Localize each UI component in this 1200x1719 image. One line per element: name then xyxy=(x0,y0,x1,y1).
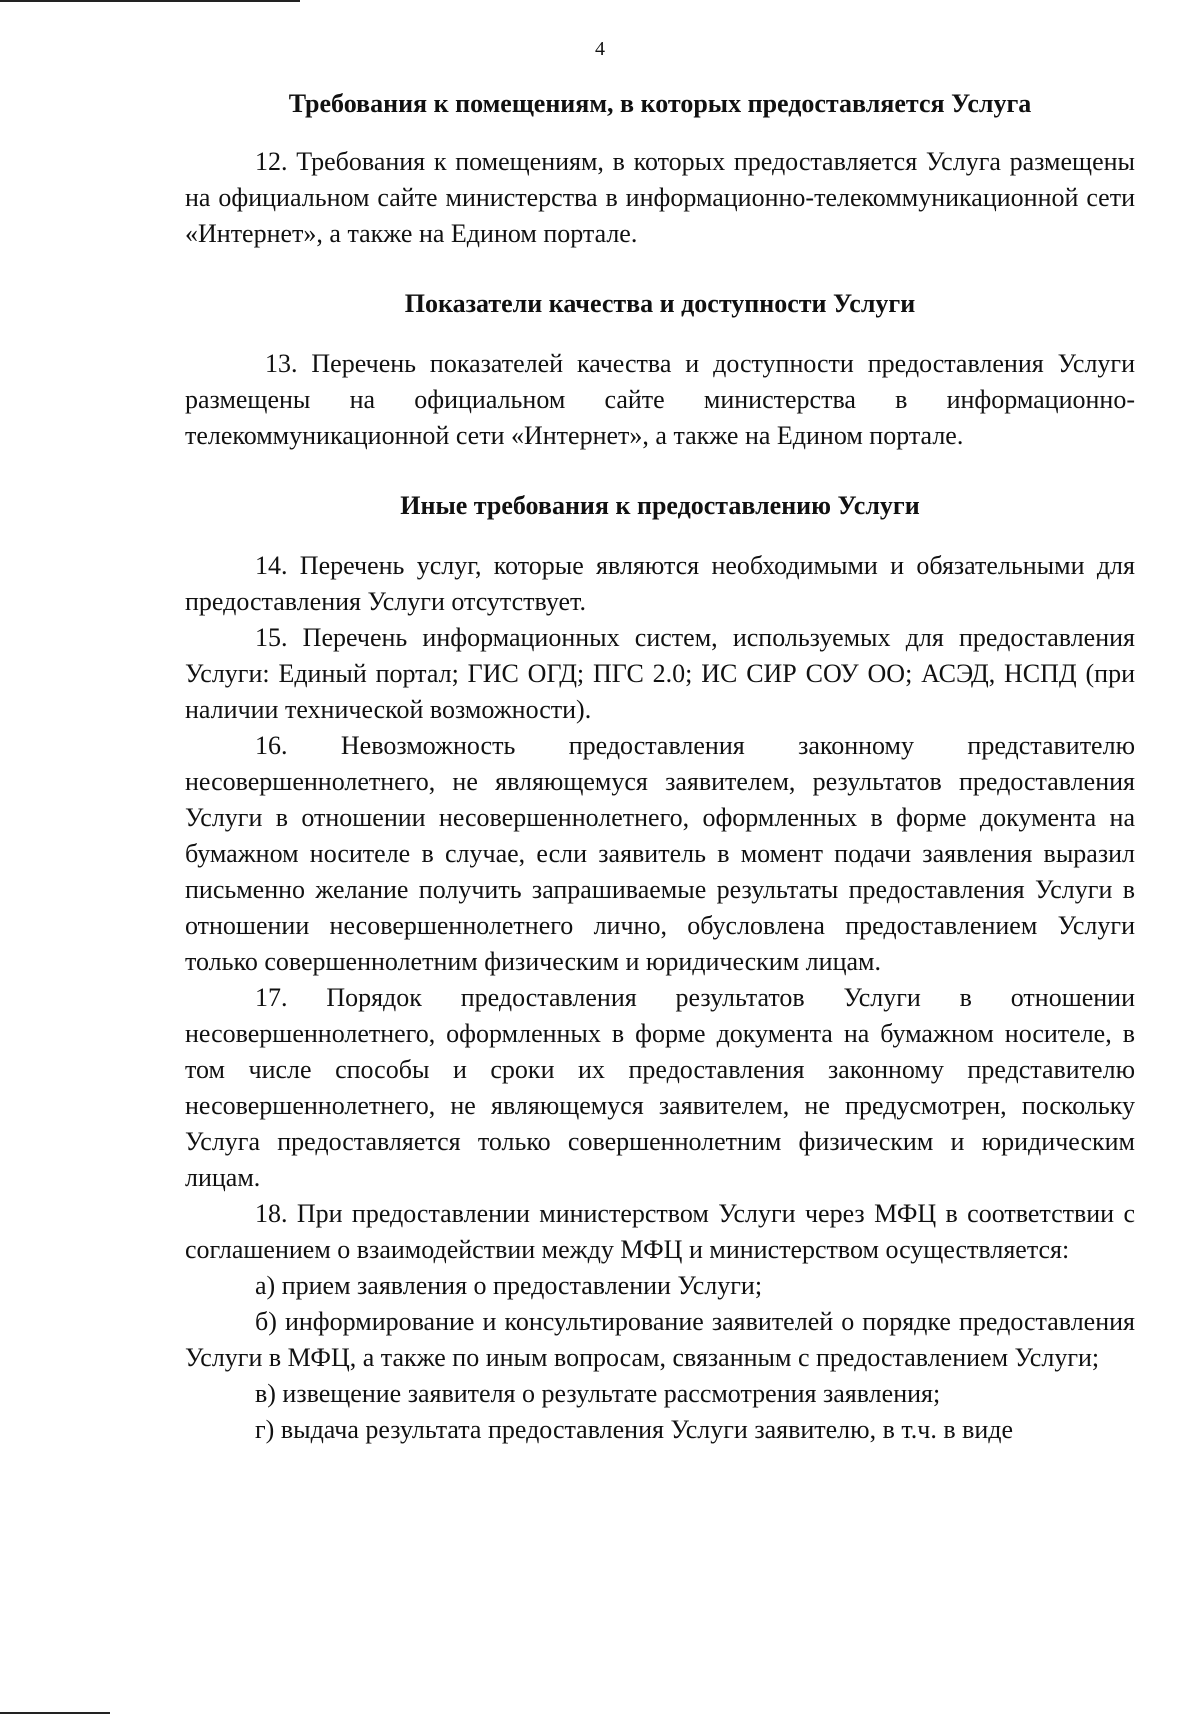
paragraph-18: 18. При предоставлении министерством Услуги через МФЦ в соответствии с соглашением о взаимодействии между МФЦ и министерством осуществляется: xyxy=(185,1199,1135,1264)
paragraph-16: 16. Невозможность предоставления законному представителю несовершеннолетнего, не являющемуся заявителем, результатов предоставления Услуги в отношении несовершеннолетнего, оформленных в форме документа на бумажном носителе в случае, если заявитель в момент подачи заявления выразил письменно желание получить запрашиваемые результаты предоставления Услуги в отношении несовершеннолетнего лично, обусловлена предоставлением Услуги только совершеннолетним физическим и юридическим лицам. xyxy=(185,731,1135,976)
paragraph-14: 14. Перечень услуг, которые являются необходимыми и обязательными для предоставления Услуги отсутствует. xyxy=(185,551,1135,616)
page-number: 4 xyxy=(595,38,605,60)
list-item-a: а) прием заявления о предоставлении Услуги; xyxy=(255,1271,763,1300)
paragraph-15: 15. Перечень информационных систем, используемых для предоставления Услуги: Единый портал; ГИС ОГД; ПГС 2.0; ИС СИР СОУ ОО; АСЭД, НСПД (при наличии технической возможности). xyxy=(185,623,1135,724)
section-heading-premises: Требования к помещениям, в которых предоставляется Услуга xyxy=(288,89,1032,118)
list-item-b: б) информирование и консультирование заявителей о порядке предоставления Услуги в МФЦ, а также по иным вопросам, связанным с предоставлением Услуги; xyxy=(185,1307,1135,1372)
scan-mark-top-left xyxy=(0,0,300,2)
list-item-g: г) выдача результата предоставления Услуги заявителю, в т.ч. в виде xyxy=(255,1415,1014,1444)
paragraph-12: 12. Требования к помещениям, в которых предоставляется Услуга размещены на официальном сайте министерства в информационно-телекоммуникационной сети «Интернет», а также на Едином портале. xyxy=(185,147,1135,248)
section-heading-other-requirements: Иные требования к предоставлению Услуги xyxy=(400,491,920,520)
scan-mark-bottom-left xyxy=(0,1712,110,1714)
paragraph-17: 17. Порядок предоставления результатов Услуги в отношении несовершеннолетнего, оформленных в форме документа на бумажном носителе, в том числе способы и сроки их предоставления законному представителю несовершеннолетнего, не являющемуся заявителем, не предусмотрен, поскольку Услуга предоставляется только совершеннолетним физическим и юридическим лицам. xyxy=(185,983,1135,1192)
paragraph-13: 13. Перечень показателей качества и доступности предоставления Услуги размещены на официальном сайте министерства в информационно-телекоммуникационной сети «Интернет», а также на Едином портале. xyxy=(185,349,1135,450)
section-heading-quality: Показатели качества и доступности Услуги xyxy=(404,289,916,318)
document-body xyxy=(185,86,1135,1448)
list-item-v: в) извещение заявителя о результате рассмотрения заявления; xyxy=(255,1379,941,1408)
